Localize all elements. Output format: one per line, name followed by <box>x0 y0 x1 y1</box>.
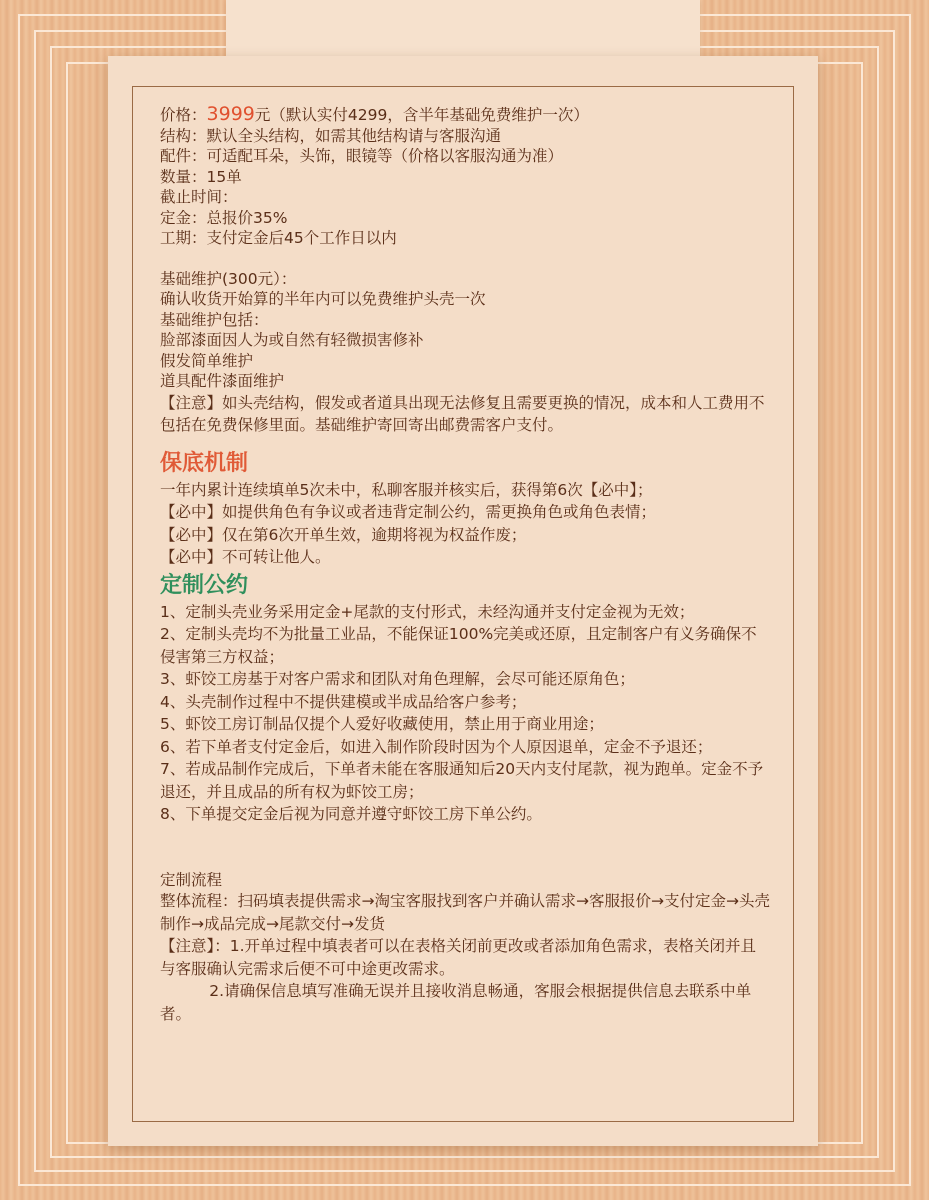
guarantee-line: 【必中】仅在第6次开单生效，逾期将视为权益作废； <box>160 525 527 544</box>
quantity-line: 数量：15单 <box>160 167 242 186</box>
price-value: 3999 <box>206 103 255 125</box>
notice-content <box>160 104 770 1025</box>
maintenance-line: 基础维护包括： <box>160 310 269 329</box>
convention-item: 1、定制头壳业务采用定金+尾款的支付形式，未经沟通并支付定金视为无效； <box>160 602 695 621</box>
convention-item: 2、定制头壳均不为批量工业品，不能保证100%完美或还原，且定制客户有义务确保不侵害第三方权益； <box>160 625 757 666</box>
spacer <box>160 826 770 870</box>
convention-heading: 定制公约 <box>160 572 249 598</box>
guarantee-line: 【必中】不可转让他人。 <box>160 548 331 566</box>
price-suffix: 元（默认实付4299，含半年基础免费维护一次） <box>254 106 589 124</box>
convention-item: 4、头壳制作过程中不提供建模或半成品给客户参考； <box>160 692 527 711</box>
maintenance-line: 道具配件漆面维护 <box>160 372 285 390</box>
guarantee-heading: 保底机制 <box>160 450 249 476</box>
spacer <box>160 249 770 269</box>
schedule-line: 工期：支付定金后45个工作日以内 <box>160 229 397 247</box>
deadline-line: 截止时间： <box>160 188 238 206</box>
convention-item: 8、下单提交定金后视为同意并遵守虾饺工房下单公约。 <box>160 805 542 823</box>
price-line <box>160 104 770 126</box>
price-label: 价格： <box>160 106 207 124</box>
process-flow: 整体流程：扫码填表提供需求→淘宝客服找到客户并确认需求→客服报价→支付定金→头壳制作→成品完成→尾款交付→发货 <box>160 892 770 933</box>
process-heading: 定制流程 <box>160 870 223 889</box>
deposit-line: 定金：总报价35% <box>160 208 288 227</box>
process-note: 【注意】：1.开单过程中填表者可以在表格关闭前更改或者添加角色需求，表格关闭并且与客服确认完需求后便不可中途更改需求。 <box>160 937 757 978</box>
guarantee-body <box>160 479 770 569</box>
process-body <box>160 890 770 1025</box>
maintenance-line: 确认收货开始算的半年内可以免费维护头壳一次 <box>160 290 486 308</box>
convention-item: 3、虾饺工房基于对客户需求和团队对角色理解，会尽可能还原角色； <box>160 670 635 688</box>
maintenance-note: 【注意】如头壳结构，假发或者道具出现无法修复且需要更换的情况，成本和人工费用不包括在免费保修里面。基础维护寄回寄出邮费需客户支付。 <box>160 393 765 434</box>
process-note: 2.请确保信息填写准确无误并且接收消息畅通，客服会根据提供信息去联系中单者。 <box>160 982 752 1023</box>
guarantee-line: 一年内累计连续填单5次未中，私聊客服并核实后，获得第6次【必中】； <box>160 480 653 499</box>
top-tab-decoration <box>226 0 700 56</box>
maintenance-line: 脸部漆面因人为或自然有轻微损害修补 <box>160 331 424 349</box>
maintenance-title: 基础维护(300元）： <box>160 269 297 288</box>
convention-item: 7、若成品制作完成后，下单者未能在客服通知后20天内支付尾款，视为跑单。定金不予退还，并且成品的所有权为虾饺工房； <box>160 760 764 801</box>
convention-item: 6、若下单者支付定金后，如进入制作阶段时因为个人原因退单，定金不予退还； <box>160 737 713 756</box>
maintenance-line: 假发简单维护 <box>160 351 254 370</box>
convention-body <box>160 601 770 826</box>
guarantee-line: 【必中】如提供角色有争议或者违背定制公约，需更换角色或角色表情； <box>160 503 657 521</box>
structure-line: 结构：默认全头结构，如需其他结构请与客服沟通 <box>160 126 502 145</box>
accessories-line: 配件：可适配耳朵，头饰，眼镜等（价格以客服沟通为准） <box>160 147 564 165</box>
convention-item: 5、虾饺工房订制品仅提个人爱好收藏使用，禁止用于商业用途； <box>160 715 604 733</box>
